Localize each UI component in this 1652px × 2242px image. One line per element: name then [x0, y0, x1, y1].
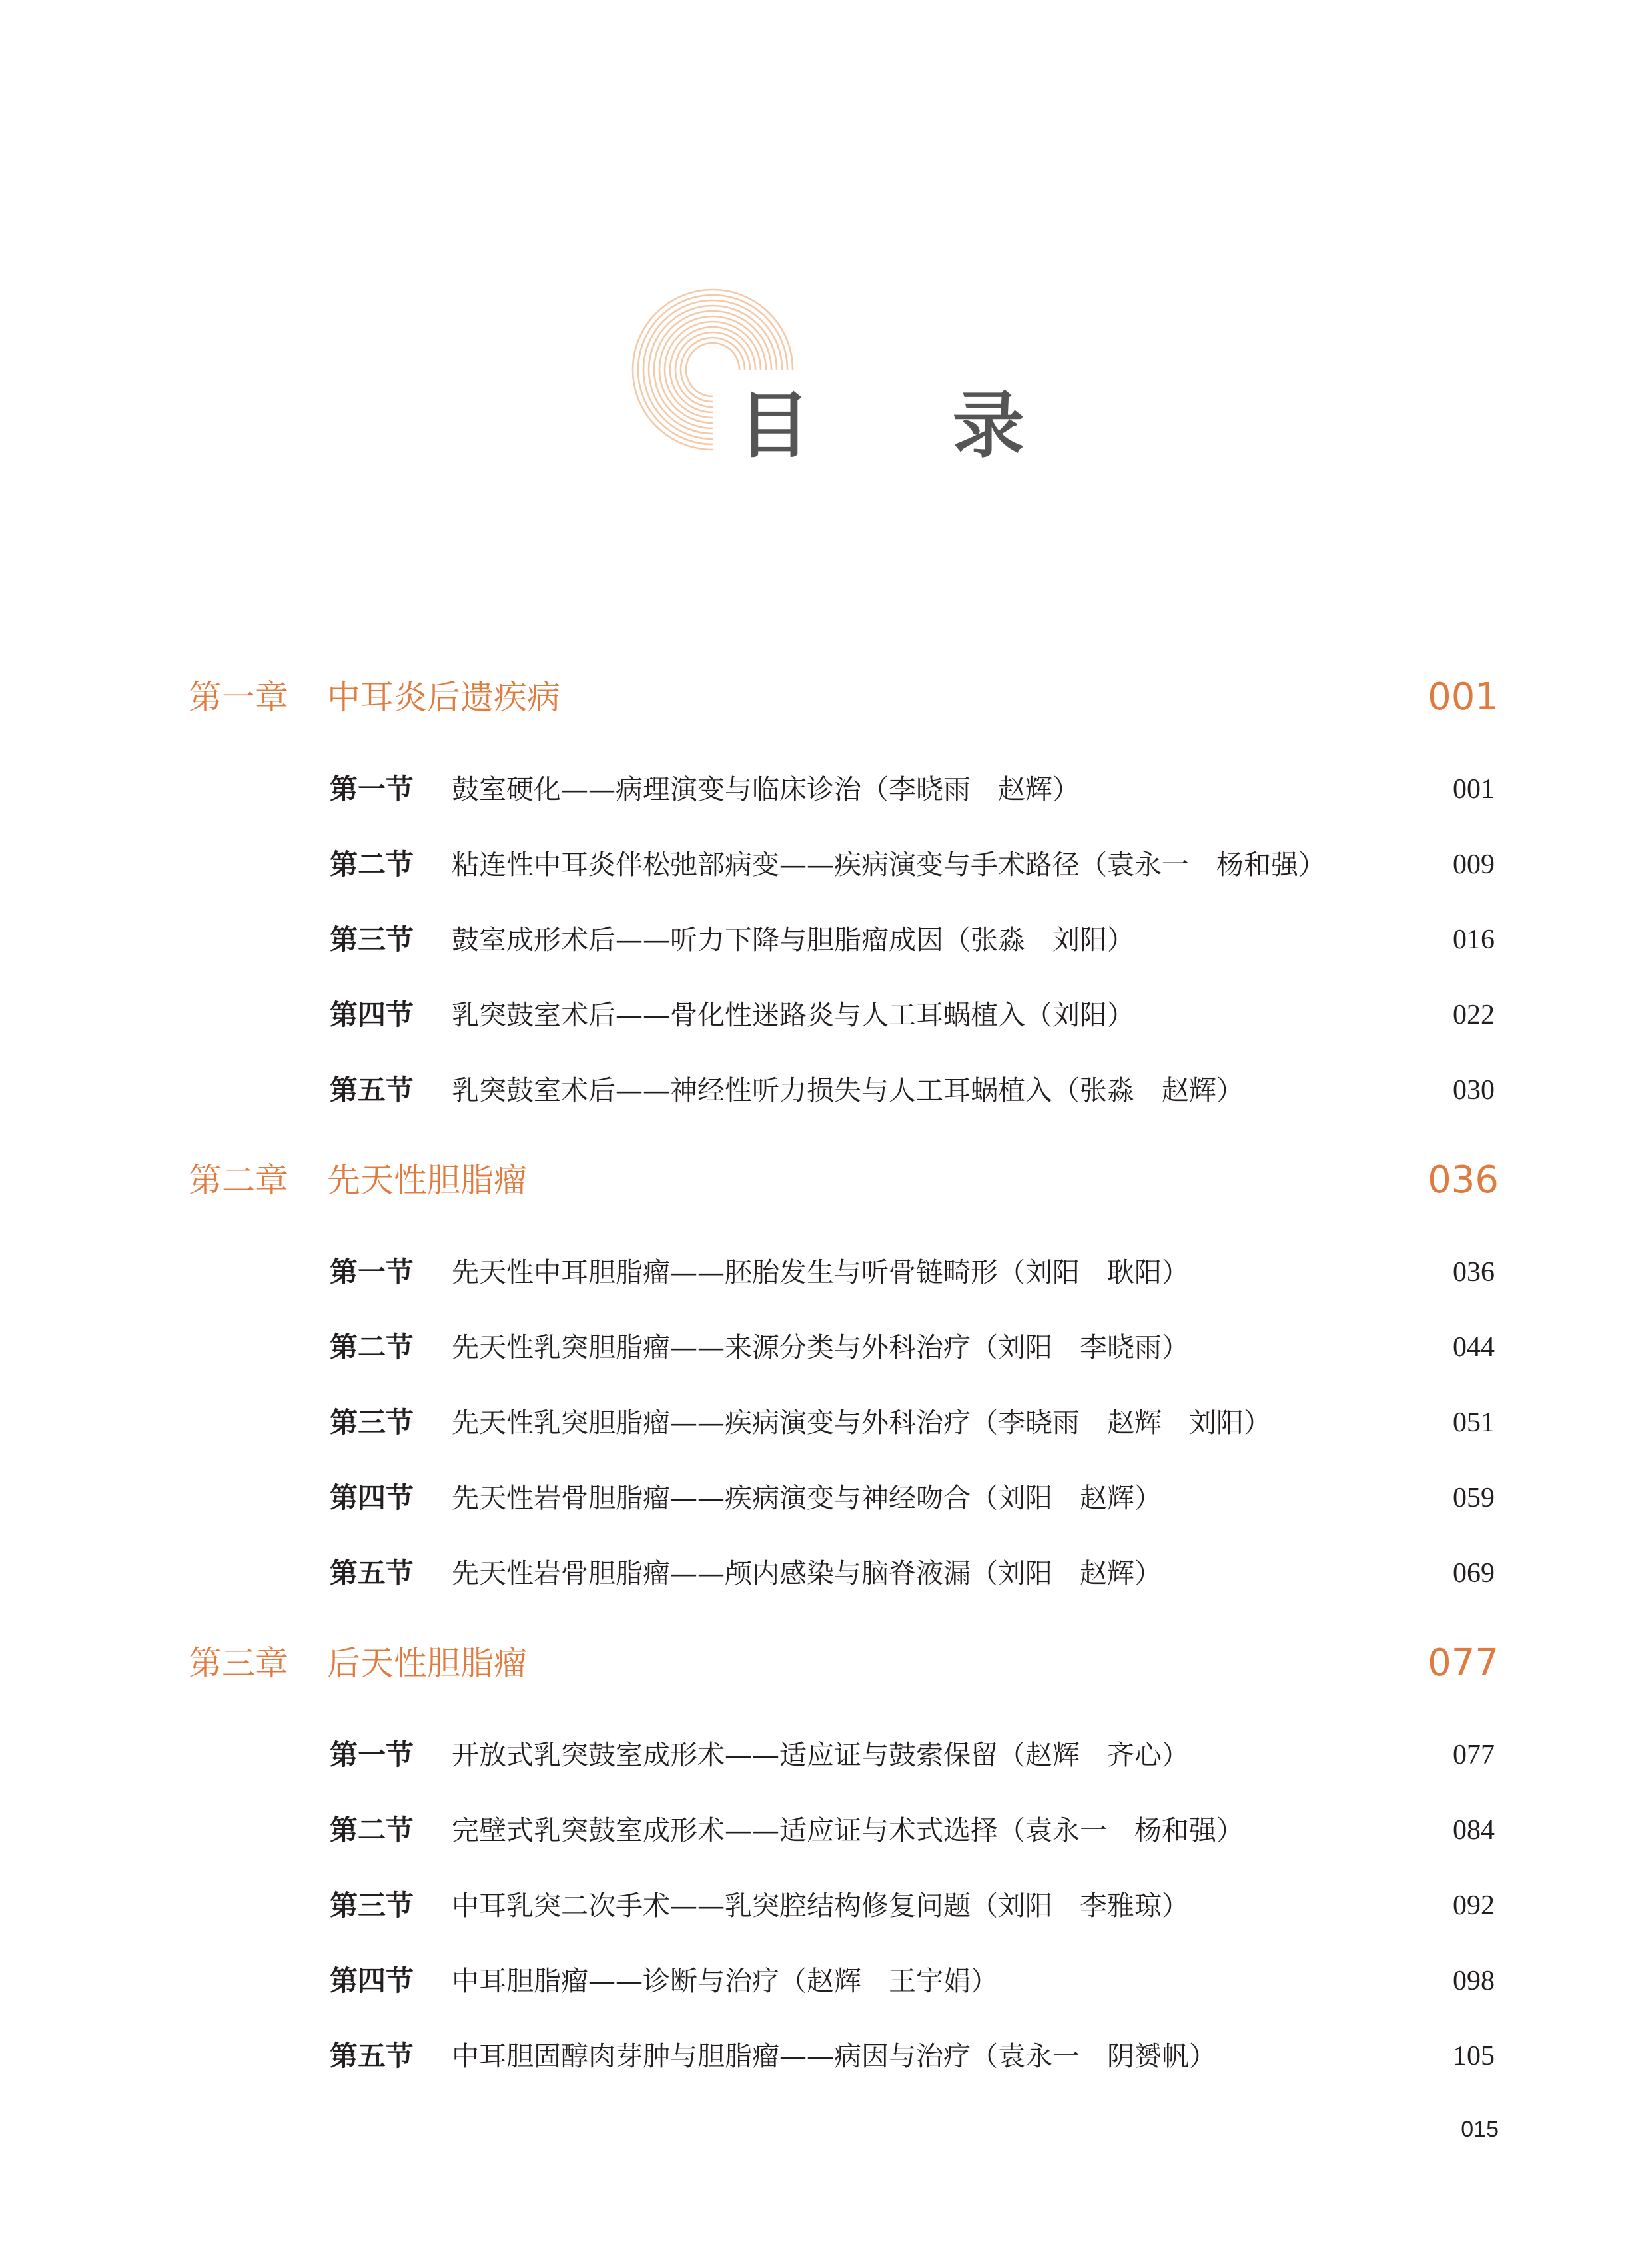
ch1-sec2-title[interactable]: 粘连性中耳炎伴松弛部病变——疾病演变与手术路径（袁永一 杨和强） — [452, 849, 1326, 881]
ch3-sec2-page: 084 — [1453, 1815, 1495, 1846]
ch3-sec4-page: 098 — [1453, 1966, 1495, 1996]
ch1-sec1-label: 第一节 — [330, 773, 414, 805]
ch3-sec5-label: 第五节 — [330, 2040, 414, 2072]
chapter-1-number: 第一章 — [189, 678, 288, 717]
ch3-sec1-label: 第一节 — [330, 1738, 414, 1771]
ch2-sec3-title[interactable]: 先天性乳突胆脂瘤——疾病演变与外科治疗（李晓雨 赵辉 刘阳） — [452, 1407, 1271, 1439]
ch1-sec2-page: 009 — [1453, 849, 1495, 880]
chapter-1-title: 中耳炎后遗疾病 — [327, 678, 560, 717]
ch1-sec4-page: 022 — [1453, 1000, 1495, 1030]
ch3-sec4-label: 第四节 — [330, 1964, 414, 1997]
ch3-sec1-page: 077 — [1453, 1740, 1495, 1770]
ch3-sec3-page: 092 — [1453, 1890, 1495, 1921]
ch2-sec1-label: 第一节 — [330, 1256, 414, 1288]
ch2-sec5-title[interactable]: 先天性岩骨胆脂瘤——颅内感染与脑脊液漏（刘阳 赵辉） — [452, 1557, 1162, 1589]
chapter-1-page: 001 — [1428, 675, 1499, 719]
ch1-sec1-page: 001 — [1453, 774, 1495, 805]
ch3-sec1-title[interactable]: 开放式乳突鼓室成形术——适应证与鼓索保留（赵辉 齐心） — [452, 1739, 1189, 1771]
ch1-sec1-title[interactable]: 鼓室硬化——病理演变与临床诊治（李晓雨 赵辉） — [452, 773, 1080, 805]
ch3-sec4-title[interactable]: 中耳胆脂瘤——诊断与治疗（赵辉 王宇娟） — [452, 1965, 998, 1997]
ch3-sec5-page: 105 — [1453, 2041, 1495, 2071]
ch1-sec5-title[interactable]: 乳突鼓室术后——神经性听力损失与人工耳蜗植入（张淼 赵辉） — [452, 1074, 1244, 1106]
ch1-sec5-page: 030 — [1453, 1075, 1495, 1106]
ch2-sec4-label: 第四节 — [330, 1481, 414, 1514]
chapter-3-number: 第三章 — [189, 1644, 288, 1682]
page-number: 015 — [1461, 2117, 1499, 2142]
toc-heading: 目 录 — [738, 384, 1083, 468]
ch1-sec3-title[interactable]: 鼓室成形术后——听力下降与胆脂瘤成因（张淼 刘阳） — [452, 924, 1134, 956]
ch2-sec4-page: 059 — [1453, 1483, 1495, 1513]
ch2-sec2-page: 044 — [1453, 1332, 1495, 1363]
ch3-sec3-label: 第三节 — [330, 1889, 414, 1922]
chapter-2-heading[interactable] — [189, 1157, 527, 1204]
chapter-2-page: 036 — [1428, 1158, 1499, 1202]
ch2-sec3-label: 第三节 — [330, 1406, 414, 1439]
chapter-3-title: 后天性胆脂瘤 — [327, 1644, 527, 1682]
ch2-sec3-page: 051 — [1453, 1407, 1495, 1438]
ch2-sec1-page: 036 — [1453, 1257, 1495, 1288]
ch3-sec3-title[interactable]: 中耳乳突二次手术——乳突腔结构修复问题（刘阳 李雅琼） — [452, 1890, 1189, 1922]
ch2-sec5-page: 069 — [1453, 1558, 1495, 1589]
chapter-2-number: 第二章 — [189, 1161, 288, 1200]
chapter-1-heading[interactable] — [189, 674, 560, 721]
chapter-3-page: 077 — [1428, 1641, 1499, 1684]
ch3-sec2-title[interactable]: 完壁式乳突鼓室成形术——适应证与术式选择（袁永一 杨和强） — [452, 1814, 1244, 1846]
ch1-sec2-label: 第二节 — [330, 848, 414, 881]
chapter-3-heading[interactable] — [189, 1640, 527, 1686]
ch1-sec4-title[interactable]: 乳突鼓室术后——骨化性迷路炎与人工耳蜗植入（刘阳） — [452, 999, 1134, 1031]
ch1-sec3-label: 第三节 — [330, 923, 414, 956]
ch2-sec2-label: 第二节 — [330, 1331, 414, 1363]
ch2-sec2-title[interactable]: 先天性乳突胆脂瘤——来源分类与外科治疗（刘阳 李晓雨） — [452, 1331, 1189, 1363]
ch1-sec3-page: 016 — [1453, 925, 1495, 955]
ch1-sec5-label: 第五节 — [330, 1074, 414, 1106]
ch2-sec5-label: 第五节 — [330, 1557, 414, 1589]
chapter-2-title: 先天性胆脂瘤 — [327, 1161, 527, 1200]
ch1-sec4-label: 第四节 — [330, 998, 414, 1031]
ch3-sec5-title[interactable]: 中耳胆固醇肉芽肿与胆脂瘤——病因与治疗（袁永一 阴赟帆） — [452, 2040, 1216, 2072]
ch2-sec4-title[interactable]: 先天性岩骨胆脂瘤——疾病演变与神经吻合（刘阳 赵辉） — [452, 1482, 1162, 1514]
ch2-sec1-title[interactable]: 先天性中耳胆脂瘤——胚胎发生与听骨链畸形（刘阳 耿阳） — [452, 1256, 1189, 1288]
ch3-sec2-label: 第二节 — [330, 1814, 414, 1846]
